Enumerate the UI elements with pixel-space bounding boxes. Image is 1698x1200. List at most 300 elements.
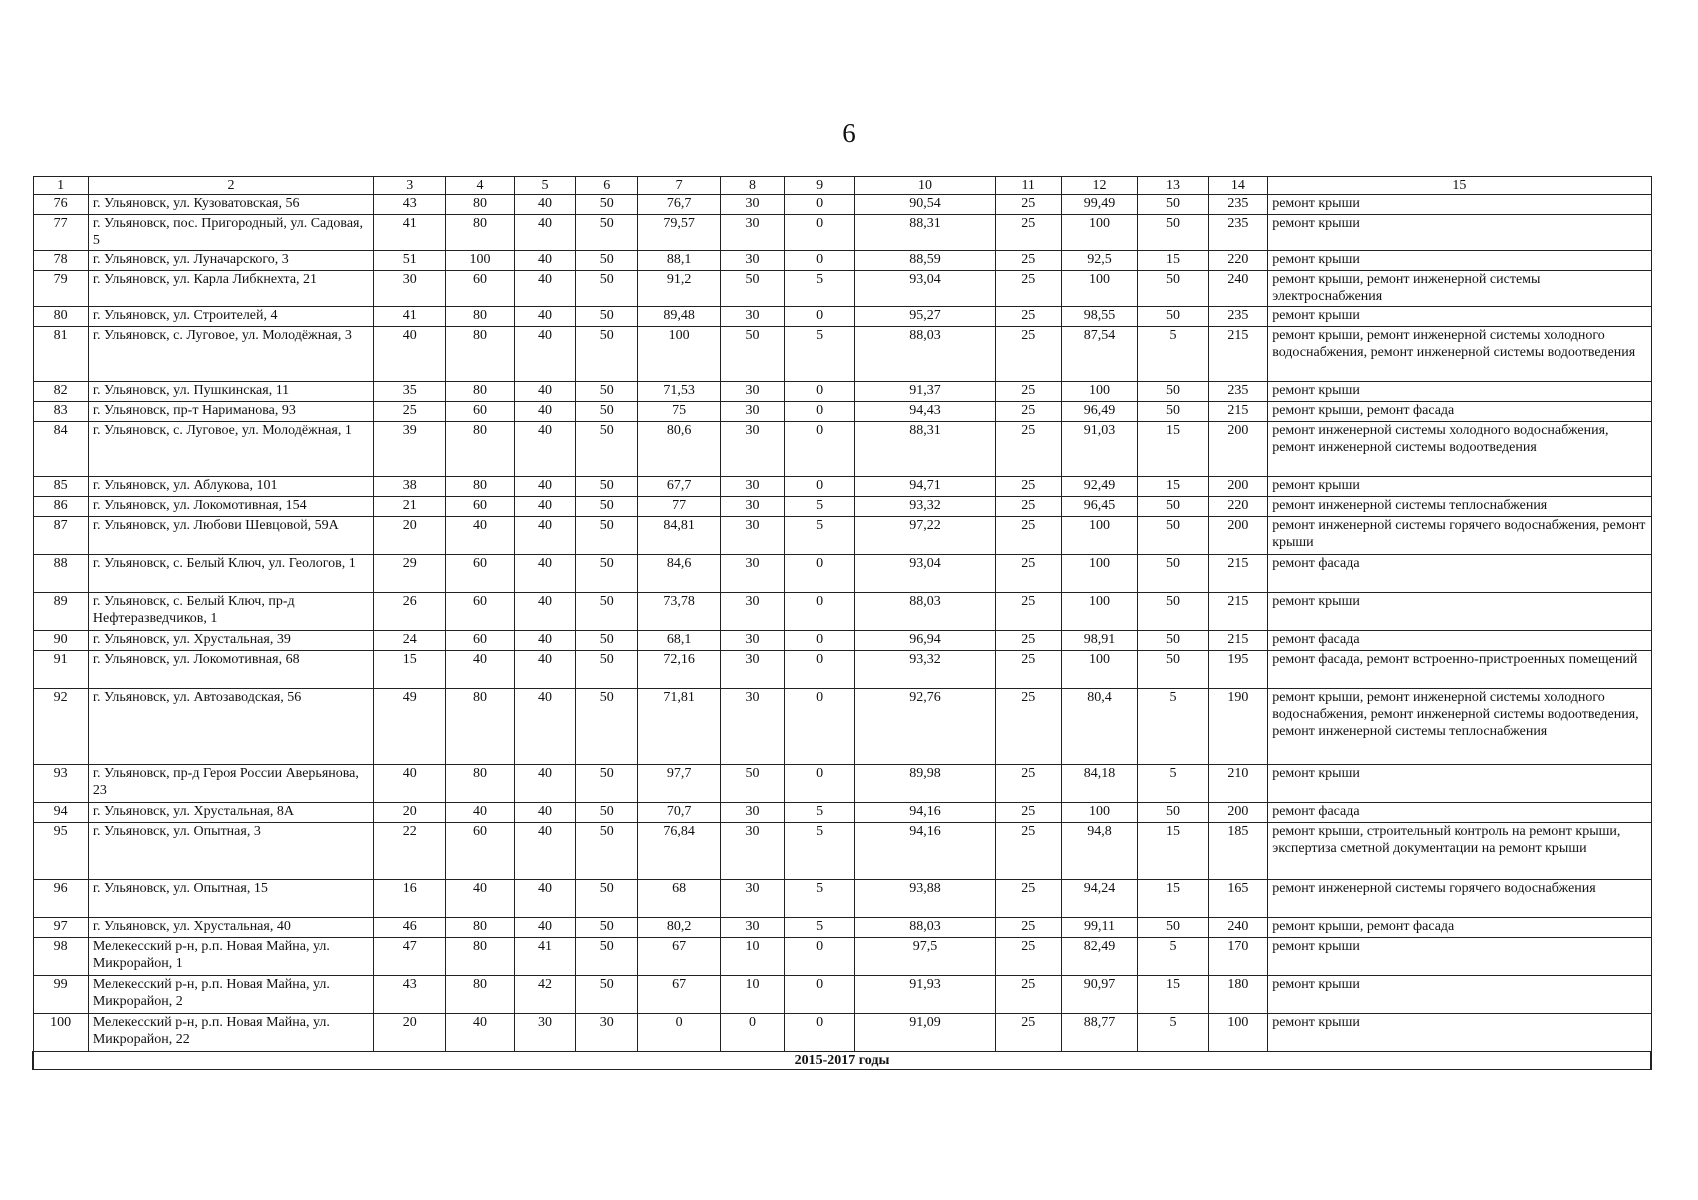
cell-row-number: 83: [33, 402, 88, 422]
cell-col-9: 0: [784, 976, 854, 1014]
column-header-7: 7: [638, 177, 721, 195]
cell-col-11: 25: [995, 593, 1061, 631]
cell-col-14: 215: [1208, 593, 1268, 631]
cell-col-14: 200: [1208, 422, 1268, 477]
cell-col-11: 25: [995, 918, 1061, 938]
cell-col-10: 88,03: [855, 593, 996, 631]
cell-work-type: ремонт крыши, ремонт инженерной системы электроснабжения: [1268, 271, 1651, 307]
cell-col-3: 49: [374, 689, 446, 765]
cell-col-3: 38: [374, 477, 446, 497]
cell-col-6: 50: [576, 497, 638, 517]
cell-col-7: 89,48: [638, 307, 721, 327]
cell-row-number: 93: [33, 765, 88, 803]
cell-col-5: 40: [514, 477, 576, 497]
cell-col-11: 25: [995, 271, 1061, 307]
cell-address: г. Ульяновск, ул. Пушкинская, 11: [88, 382, 373, 402]
cell-work-type: ремонт крыши: [1268, 307, 1651, 327]
cell-col-8: 30: [721, 195, 785, 215]
table-row: [33, 651, 1651, 689]
cell-col-3: 41: [374, 215, 446, 251]
cell-col-3: 16: [374, 880, 446, 918]
cell-col-14: 215: [1208, 327, 1268, 382]
cell-col-6: 50: [576, 918, 638, 938]
cell-col-6: 50: [576, 195, 638, 215]
column-header-8: 8: [721, 177, 785, 195]
cell-address: г. Ульяновск, ул. Карла Либкнехта, 21: [88, 271, 373, 307]
cell-address: г. Ульяновск, с. Луговое, ул. Молодёжная, 3: [88, 327, 373, 382]
cell-col-14: 215: [1208, 555, 1268, 593]
cell-col-13: 15: [1138, 823, 1208, 880]
table-row: [33, 631, 1651, 651]
cell-col-8: 30: [721, 880, 785, 918]
table-row: [33, 477, 1651, 497]
cell-col-8: 50: [721, 271, 785, 307]
cell-address: г. Ульяновск, ул. Аблукова, 101: [88, 477, 373, 497]
cell-work-type: ремонт крыши, ремонт фасада: [1268, 402, 1651, 422]
cell-col-5: 40: [514, 251, 576, 271]
cell-col-4: 80: [446, 195, 514, 215]
cell-col-3: 20: [374, 803, 446, 823]
cell-col-12: 92,49: [1061, 477, 1138, 497]
cell-col-6: 50: [576, 477, 638, 497]
cell-col-12: 100: [1061, 215, 1138, 251]
cell-col-5: 41: [514, 938, 576, 976]
cell-col-7: 100: [638, 327, 721, 382]
table-row: [33, 195, 1651, 215]
cell-col-6: 50: [576, 976, 638, 1014]
cell-col-8: 0: [721, 1014, 785, 1052]
cell-col-6: 50: [576, 517, 638, 555]
table-row: [33, 918, 1651, 938]
cell-col-3: 30: [374, 271, 446, 307]
cell-row-number: 85: [33, 477, 88, 497]
cell-col-10: 92,76: [855, 689, 996, 765]
table-row: [33, 422, 1651, 477]
table-row: [33, 215, 1651, 251]
cell-col-12: 94,8: [1061, 823, 1138, 880]
cell-col-14: 170: [1208, 938, 1268, 976]
cell-col-3: 26: [374, 593, 446, 631]
cell-col-9: 0: [784, 1014, 854, 1052]
cell-col-14: 195: [1208, 651, 1268, 689]
cell-col-3: 15: [374, 651, 446, 689]
cell-col-6: 50: [576, 215, 638, 251]
cell-col-7: 80,2: [638, 918, 721, 938]
cell-col-9: 5: [784, 880, 854, 918]
cell-col-14: 165: [1208, 880, 1268, 918]
cell-col-11: 25: [995, 251, 1061, 271]
cell-col-9: 0: [784, 555, 854, 593]
table-row: [33, 803, 1651, 823]
cell-col-3: 35: [374, 382, 446, 402]
cell-col-6: 50: [576, 251, 638, 271]
cell-col-5: 40: [514, 880, 576, 918]
cell-col-9: 0: [784, 938, 854, 976]
cell-col-9: 0: [784, 422, 854, 477]
cell-address: г. Ульяновск, ул. Луначарского, 3: [88, 251, 373, 271]
cell-col-10: 94,16: [855, 823, 996, 880]
cell-address: Мелекесский р-н, р.п. Новая Майна, ул. Микрорайон, 2: [88, 976, 373, 1014]
table-row: [33, 251, 1651, 271]
cell-row-number: 91: [33, 651, 88, 689]
cell-col-13: 50: [1138, 593, 1208, 631]
cell-col-7: 71,81: [638, 689, 721, 765]
cell-col-7: 88,1: [638, 251, 721, 271]
cell-col-10: 94,43: [855, 402, 996, 422]
cell-col-4: 100: [446, 251, 514, 271]
cell-col-12: 98,55: [1061, 307, 1138, 327]
table-row: [33, 307, 1651, 327]
cell-col-13: 50: [1138, 517, 1208, 555]
cell-col-5: 40: [514, 689, 576, 765]
cell-col-12: 100: [1061, 517, 1138, 555]
cell-work-type: ремонт крыши: [1268, 251, 1651, 271]
cell-address: г. Ульяновск, ул. Хрустальная, 8А: [88, 803, 373, 823]
cell-col-7: 72,16: [638, 651, 721, 689]
cell-col-11: 25: [995, 1014, 1061, 1052]
cell-col-6: 50: [576, 555, 638, 593]
cell-address: г. Ульяновск, ул. Хрустальная, 39: [88, 631, 373, 651]
cell-col-8: 50: [721, 327, 785, 382]
cell-col-10: 95,27: [855, 307, 996, 327]
cell-col-6: 30: [576, 1014, 638, 1052]
cell-address: г. Ульяновск, ул. Строителей, 4: [88, 307, 373, 327]
cell-col-12: 90,97: [1061, 976, 1138, 1014]
cell-col-10: 97,22: [855, 517, 996, 555]
cell-col-4: 80: [446, 689, 514, 765]
cell-address: г. Ульяновск, ул. Опытная, 15: [88, 880, 373, 918]
cell-col-8: 30: [721, 517, 785, 555]
cell-col-8: 50: [721, 765, 785, 803]
cell-col-4: 60: [446, 497, 514, 517]
table-row: [33, 765, 1651, 803]
cell-col-13: 50: [1138, 651, 1208, 689]
cell-address: г. Ульяновск, с. Луговое, ул. Молодёжная, 1: [88, 422, 373, 477]
cell-col-14: 220: [1208, 251, 1268, 271]
cell-col-13: 50: [1138, 307, 1208, 327]
cell-col-9: 0: [784, 631, 854, 651]
cell-work-type: ремонт крыши, ремонт фасада: [1268, 918, 1651, 938]
cell-row-number: 94: [33, 803, 88, 823]
cell-col-3: 40: [374, 327, 446, 382]
cell-col-6: 50: [576, 803, 638, 823]
cell-col-11: 25: [995, 215, 1061, 251]
cell-row-number: 95: [33, 823, 88, 880]
cell-work-type: ремонт фасада: [1268, 555, 1651, 593]
cell-row-number: 98: [33, 938, 88, 976]
cell-col-11: 25: [995, 631, 1061, 651]
cell-col-11: 25: [995, 765, 1061, 803]
column-header-14: 14: [1208, 177, 1268, 195]
cell-col-12: 96,49: [1061, 402, 1138, 422]
cell-col-6: 50: [576, 307, 638, 327]
cell-col-7: 68: [638, 880, 721, 918]
cell-col-6: 50: [576, 271, 638, 307]
cell-col-9: 0: [784, 382, 854, 402]
cell-col-4: 60: [446, 823, 514, 880]
cell-col-4: 80: [446, 382, 514, 402]
cell-col-11: 25: [995, 307, 1061, 327]
cell-col-8: 30: [721, 823, 785, 880]
cell-col-8: 30: [721, 382, 785, 402]
cell-col-5: 40: [514, 402, 576, 422]
cell-row-number: 96: [33, 880, 88, 918]
table-row: [33, 271, 1651, 307]
cell-col-6: 50: [576, 593, 638, 631]
page-number: 6: [842, 118, 856, 148]
cell-col-12: 100: [1061, 271, 1138, 307]
cell-col-12: 88,77: [1061, 1014, 1138, 1052]
cell-work-type: ремонт инженерной системы теплоснабжения: [1268, 497, 1651, 517]
cell-work-type: ремонт крыши: [1268, 765, 1651, 803]
cell-col-5: 40: [514, 497, 576, 517]
table-row: [33, 555, 1651, 593]
cell-col-7: 67: [638, 938, 721, 976]
cell-col-7: 91,2: [638, 271, 721, 307]
cell-col-7: 80,6: [638, 422, 721, 477]
cell-col-13: 15: [1138, 976, 1208, 1014]
cell-col-14: 235: [1208, 195, 1268, 215]
cell-col-3: 47: [374, 938, 446, 976]
cell-row-number: 90: [33, 631, 88, 651]
table-row: [33, 497, 1651, 517]
cell-col-10: 88,03: [855, 918, 996, 938]
cell-col-14: 215: [1208, 402, 1268, 422]
cell-work-type: ремонт крыши: [1268, 195, 1651, 215]
cell-row-number: 80: [33, 307, 88, 327]
cell-col-8: 10: [721, 976, 785, 1014]
cell-row-number: 82: [33, 382, 88, 402]
cell-col-5: 40: [514, 593, 576, 631]
cell-col-10: 96,94: [855, 631, 996, 651]
cell-col-9: 0: [784, 765, 854, 803]
cell-col-4: 40: [446, 880, 514, 918]
cell-col-5: 40: [514, 803, 576, 823]
cell-col-13: 50: [1138, 555, 1208, 593]
cell-col-8: 30: [721, 631, 785, 651]
cell-col-11: 25: [995, 195, 1061, 215]
table-body: [33, 195, 1651, 1052]
cell-col-3: 43: [374, 976, 446, 1014]
column-header-2: 2: [88, 177, 373, 195]
table-row: [33, 1014, 1651, 1052]
cell-col-4: 40: [446, 803, 514, 823]
cell-col-13: 50: [1138, 382, 1208, 402]
cell-col-13: 15: [1138, 251, 1208, 271]
cell-col-6: 50: [576, 880, 638, 918]
cell-col-10: 88,31: [855, 422, 996, 477]
cell-col-9: 0: [784, 402, 854, 422]
cell-col-6: 50: [576, 327, 638, 382]
cell-col-5: 40: [514, 327, 576, 382]
cell-col-6: 50: [576, 823, 638, 880]
cell-col-10: 93,04: [855, 271, 996, 307]
cell-col-11: 25: [995, 517, 1061, 555]
cell-col-6: 50: [576, 938, 638, 976]
cell-col-3: 20: [374, 517, 446, 555]
period-label: 2015-2017 годы: [33, 1052, 1651, 1070]
cell-col-8: 30: [721, 803, 785, 823]
cell-col-11: 25: [995, 689, 1061, 765]
cell-col-14: 220: [1208, 497, 1268, 517]
cell-row-number: 79: [33, 271, 88, 307]
table-row: [33, 938, 1651, 976]
cell-address: г. Ульяновск, ул. Хрустальная, 40: [88, 918, 373, 938]
cell-col-9: 5: [784, 918, 854, 938]
cell-col-10: 93,32: [855, 497, 996, 517]
cell-col-14: 235: [1208, 382, 1268, 402]
table-row: [33, 593, 1651, 631]
column-header-10: 10: [855, 177, 996, 195]
cell-work-type: ремонт инженерной системы горячего водоснабжения, ремонт крыши: [1268, 517, 1651, 555]
cell-col-12: 100: [1061, 651, 1138, 689]
cell-col-4: 60: [446, 555, 514, 593]
cell-col-5: 40: [514, 918, 576, 938]
cell-col-12: 100: [1061, 803, 1138, 823]
cell-col-5: 40: [514, 382, 576, 402]
repair-program-table: [32, 176, 1652, 1070]
cell-col-11: 25: [995, 938, 1061, 976]
cell-work-type: ремонт крыши: [1268, 382, 1651, 402]
cell-col-8: 30: [721, 689, 785, 765]
cell-col-4: 80: [446, 327, 514, 382]
cell-col-3: 46: [374, 918, 446, 938]
cell-col-6: 50: [576, 631, 638, 651]
cell-work-type: ремонт инженерной системы горячего водоснабжения: [1268, 880, 1651, 918]
cell-col-8: 30: [721, 555, 785, 593]
cell-col-3: 51: [374, 251, 446, 271]
cell-col-3: 20: [374, 1014, 446, 1052]
cell-col-3: 41: [374, 307, 446, 327]
cell-col-13: 50: [1138, 402, 1208, 422]
table-row: [33, 327, 1651, 382]
cell-col-5: 40: [514, 651, 576, 689]
cell-address: Мелекесский р-н, р.п. Новая Майна, ул. Микрорайон, 22: [88, 1014, 373, 1052]
cell-col-12: 100: [1061, 593, 1138, 631]
cell-col-11: 25: [995, 327, 1061, 382]
table-row: [33, 689, 1651, 765]
cell-col-13: 50: [1138, 631, 1208, 651]
cell-col-14: 200: [1208, 803, 1268, 823]
cell-row-number: 89: [33, 593, 88, 631]
table-row: [33, 880, 1651, 918]
cell-col-12: 82,49: [1061, 938, 1138, 976]
cell-col-10: 88,31: [855, 215, 996, 251]
column-header-15: 15: [1268, 177, 1651, 195]
cell-work-type: ремонт крыши, ремонт инженерной системы холодного водоснабжения, ремонт инженерной системы водоотведения: [1268, 327, 1651, 382]
cell-col-7: 79,57: [638, 215, 721, 251]
cell-col-5: 40: [514, 631, 576, 651]
cell-work-type: ремонт крыши, строительный контроль на ремонт крыши, экспертиза сметной документации на ремонт крыши: [1268, 823, 1651, 880]
cell-col-10: 97,5: [855, 938, 996, 976]
cell-col-13: 50: [1138, 215, 1208, 251]
cell-col-9: 0: [784, 651, 854, 689]
cell-col-14: 210: [1208, 765, 1268, 803]
cell-col-13: 5: [1138, 1014, 1208, 1052]
cell-col-5: 40: [514, 517, 576, 555]
cell-col-3: 39: [374, 422, 446, 477]
table-header-row: [33, 177, 1651, 195]
cell-col-14: 215: [1208, 631, 1268, 651]
cell-col-10: 93,32: [855, 651, 996, 689]
cell-row-number: 86: [33, 497, 88, 517]
cell-col-7: 84,81: [638, 517, 721, 555]
cell-col-5: 40: [514, 422, 576, 477]
table-row: [33, 382, 1651, 402]
table-footer-row: [33, 1052, 1651, 1070]
cell-col-7: 0: [638, 1014, 721, 1052]
cell-col-9: 5: [784, 271, 854, 307]
cell-col-7: 67,7: [638, 477, 721, 497]
cell-col-7: 84,6: [638, 555, 721, 593]
cell-address: г. Ульяновск, ул. Кузоватовская, 56: [88, 195, 373, 215]
cell-col-12: 91,03: [1061, 422, 1138, 477]
cell-col-13: 5: [1138, 765, 1208, 803]
cell-col-11: 25: [995, 651, 1061, 689]
cell-col-11: 25: [995, 823, 1061, 880]
cell-col-3: 43: [374, 195, 446, 215]
cell-col-14: 240: [1208, 271, 1268, 307]
table-row: [33, 517, 1651, 555]
cell-col-4: 80: [446, 765, 514, 803]
cell-col-9: 0: [784, 477, 854, 497]
cell-col-12: 92,5: [1061, 251, 1138, 271]
cell-address: г. Ульяновск, ул. Опытная, 3: [88, 823, 373, 880]
cell-col-7: 76,84: [638, 823, 721, 880]
cell-row-number: 99: [33, 976, 88, 1014]
cell-col-7: 75: [638, 402, 721, 422]
cell-col-14: 185: [1208, 823, 1268, 880]
cell-col-7: 97,7: [638, 765, 721, 803]
cell-col-10: 91,09: [855, 1014, 996, 1052]
column-header-11: 11: [995, 177, 1061, 195]
cell-col-8: 30: [721, 651, 785, 689]
cell-work-type: ремонт фасада: [1268, 803, 1651, 823]
cell-col-5: 40: [514, 307, 576, 327]
column-header-5: 5: [514, 177, 576, 195]
cell-col-11: 25: [995, 382, 1061, 402]
cell-col-7: 73,78: [638, 593, 721, 631]
cell-col-10: 88,59: [855, 251, 996, 271]
cell-col-14: 240: [1208, 918, 1268, 938]
cell-col-12: 100: [1061, 382, 1138, 402]
cell-col-13: 5: [1138, 938, 1208, 976]
cell-col-3: 24: [374, 631, 446, 651]
cell-col-3: 40: [374, 765, 446, 803]
cell-col-11: 25: [995, 422, 1061, 477]
column-header-6: 6: [576, 177, 638, 195]
cell-row-number: 84: [33, 422, 88, 477]
column-header-13: 13: [1138, 177, 1208, 195]
cell-col-4: 80: [446, 307, 514, 327]
cell-col-14: 200: [1208, 517, 1268, 555]
cell-address: г. Ульяновск, пос. Пригородный, ул. Садовая, 5: [88, 215, 373, 251]
cell-row-number: 81: [33, 327, 88, 382]
cell-col-9: 5: [784, 517, 854, 555]
cell-address: г. Ульяновск, ул. Локомотивная, 68: [88, 651, 373, 689]
cell-col-4: 40: [446, 651, 514, 689]
column-header-4: 4: [446, 177, 514, 195]
cell-col-9: 0: [784, 251, 854, 271]
cell-col-14: 190: [1208, 689, 1268, 765]
cell-col-5: 42: [514, 976, 576, 1014]
cell-col-12: 87,54: [1061, 327, 1138, 382]
cell-col-11: 25: [995, 497, 1061, 517]
cell-col-4: 80: [446, 918, 514, 938]
cell-col-5: 40: [514, 195, 576, 215]
cell-address: г. Ульяновск, пр-д Героя России Аверьянова, 23: [88, 765, 373, 803]
cell-work-type: ремонт крыши: [1268, 477, 1651, 497]
